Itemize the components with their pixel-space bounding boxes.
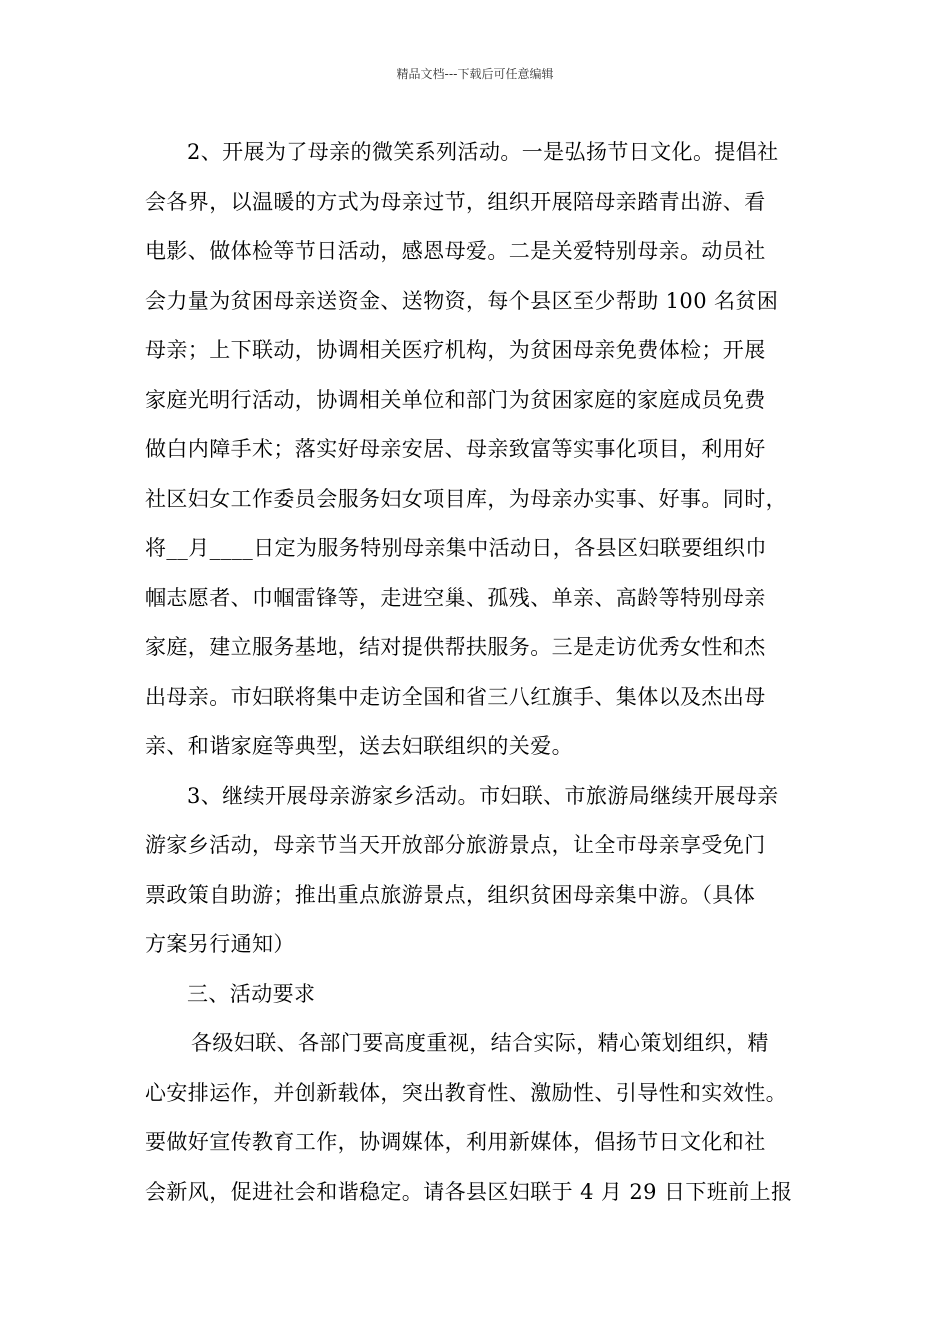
paragraph-line: 做白内障手术；落实好母亲安居、母亲致富等实事化项目，利用好 <box>145 437 766 461</box>
paragraph-line: 母亲；上下联动，协调相关医疗机构，为贫困母亲免费体检；开展 <box>145 338 766 362</box>
paragraph-line: 亲、和谐家庭等典型，送去妇联组织的关爱。 <box>145 734 573 758</box>
paragraph-line: 帼志愿者、巾帼雷锋等，走进空巢、孤残、单亲、高龄等特别母亲 <box>145 585 766 610</box>
paragraph-line: 方案另行通知） <box>145 932 295 956</box>
paragraph-line: 社区妇女工作委员会服务妇女项目库，为母亲办实事、好事。同时， <box>145 486 787 511</box>
paragraph-line: 会新风，促进社会和谐稳定。请各县区妇联于 4 月 29 日下班前上报 <box>145 1179 793 1204</box>
paragraph-line: 要做好宣传教育工作，协调媒体，利用新媒体，倡扬节日文化和社 <box>145 1130 766 1154</box>
paragraph-line: 出母亲。市妇联将集中走访全国和省三八红旗手、集体以及杰出母 <box>145 684 766 709</box>
paragraph-line: 会各界，以温暖的方式为母亲过节，组织开展陪母亲踏青出游、看 <box>145 189 766 214</box>
page-header: 精品文档---下载后可任意编辑 <box>396 67 554 81</box>
paragraph-line: 家庭光明行活动，协调相关单位和部门为贫困家庭的家庭成员免费 <box>145 387 766 412</box>
document-body <box>145 132 817 1221</box>
paragraph-line: 游家乡活动，母亲节当天开放部分旅游景点，让全市母亲享受免门 <box>145 833 766 857</box>
paragraph-line: 将__月____日定为服务特别母亲集中活动日，各县区妇联要组织巾 <box>145 536 767 560</box>
paragraph-line: 会力量为贫困母亲送资金、送物资，每个县区至少帮助 100 名贫困 <box>145 288 779 313</box>
paragraph-line: 3、继续开展母亲游家乡活动。市妇联、市旅游局继续开展母亲 <box>187 783 779 808</box>
paragraph-line: 心安排运作，并创新载体，突出教育性、激励性、引导性和实效性。 <box>145 1080 787 1105</box>
paragraph-line: 票政策自助游；推出重点旅游景点，组织贫困母亲集中游。（具体 <box>145 882 756 907</box>
paragraph-line: 2、开展为了母亲的微笑系列活动。一是弘扬节日文化。提倡社 <box>187 140 779 164</box>
section-heading: 三、活动要求 <box>187 981 316 1006</box>
paragraph-line: 各级妇联、各部门要高度重视，结合实际，精心策划组织，精 <box>191 1031 769 1055</box>
paragraph-line: 电影、做体检等节日活动，感恩母爱。二是关爱特别母亲。动员社 <box>145 239 766 263</box>
paragraph-line: 家庭，建立服务基地，结对提供帮扶服务。三是走访优秀女性和杰 <box>145 635 766 659</box>
